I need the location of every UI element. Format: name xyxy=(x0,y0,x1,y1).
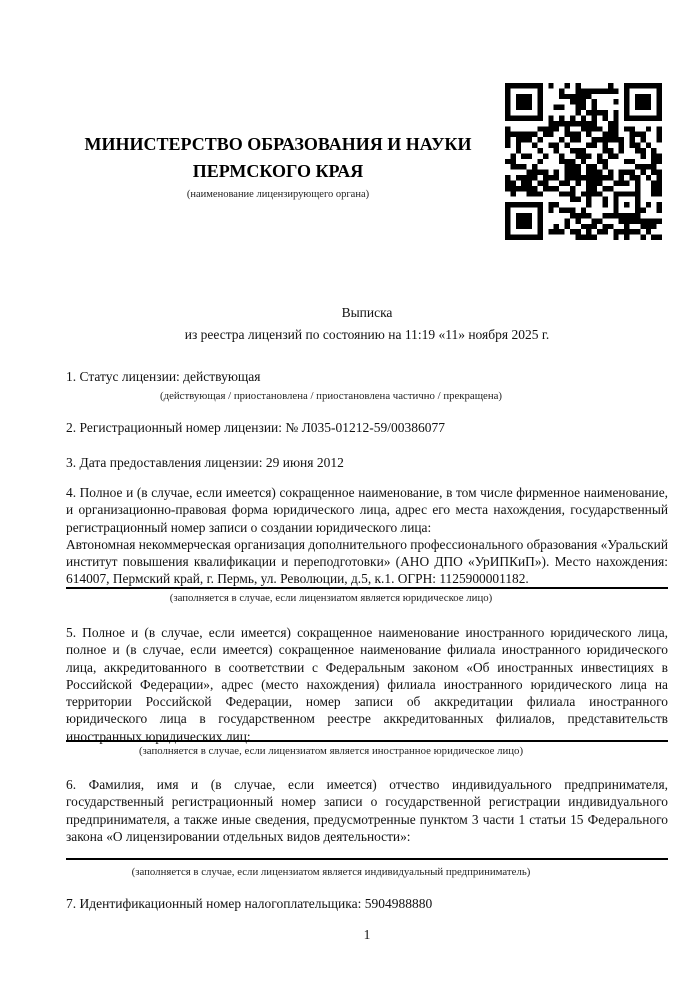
ministry-caption: (наименование лицензирующего органа) xyxy=(186,189,370,200)
item-4-legal-entity xyxy=(66,484,668,588)
item-1-caption: (действующая / приостановлена / приостановлена частично / прекращена) xyxy=(160,390,502,402)
item-5-caption: (заполняется в случае, если лицензиатом является иностранное юридическое лицо) xyxy=(138,745,524,757)
ministry-name-line1: МИНИСТЕРСТВО ОБРАЗОВАНИЯ И НАУКИ xyxy=(84,134,472,154)
ministry-name-line2: ПЕРМСКОГО КРАЯ xyxy=(192,161,364,181)
item-3-license-date: 3. Дата предоставления лицензии: 29 июня 2012 xyxy=(66,455,344,470)
item-6-individual-entrepreneur: 6. Фамилия, имя и (в случае, если имеется) отчество индивидуального предпринимателя, государственный регистрационный номер записи о государственной регистрации индивидуального предпринимателя, а также иные сведения, предусмотренные пунктом 3 части 1 статьи 15 Федерального закона «О лицензировании отдельных видов деятельности»: xyxy=(66,777,668,844)
qr-code xyxy=(505,83,662,240)
item-4-caption: (заполняется в случае, если лицензиатом является юридическое лицо) xyxy=(169,592,493,604)
item-4-label: 4. Полное и (в случае, если имеется) сокращенное наименование, в том числе фирменное наименование, и организационно-правовая форма юридического лица, адрес его места нахождения, государственный регистрационный номер записи о создании юридического лица: xyxy=(66,485,668,535)
item-2-registration-number: 2. Регистрационный номер лицензии: № Л035-01212-59/00386077 xyxy=(66,420,446,435)
item-7-taxpayer-number: 7. Идентификационный номер налогоплательщика: 5904988880 xyxy=(66,896,433,911)
fill-in-line-legal-entity xyxy=(66,587,668,589)
page-number: 1 xyxy=(363,927,371,942)
item-6-caption: (заполняется в случае, если лицензиатом является индивидуальный предприниматель) xyxy=(131,866,531,878)
item-5-foreign-entity: 5. Полное и (в случае, если имеется) сокращенное наименование иностранного юридического лица, полное и (в случае, если имеется) сокращенное наименование филиала иностранного юридического лица, аккредитованного в соответствии с Федеральным законом «Об иностранных инвестициях в Российской Федерации», адрес (место нахождения) филиала иностранного юридического лица на территории Российской Федерации, номер записи об аккредитации филиала иностранного юридического лица в государственном реестре аккредитованных филиалов, представительств иностранных юридических лиц: xyxy=(66,625,668,744)
document-subtitle: из реестра лицензий по состоянию на 11:19 «11» ноября 2025 г. xyxy=(184,327,550,342)
document-title: Выписка xyxy=(341,305,393,320)
document-title-block xyxy=(66,302,668,346)
qr-code-image xyxy=(505,83,662,240)
ministry-header xyxy=(66,131,490,201)
fill-in-line-foreign-entity xyxy=(66,740,668,742)
item-1-license-status: 1. Статус лицензии: действующая xyxy=(66,369,261,384)
fill-in-line-individual-entrepreneur xyxy=(66,858,668,860)
item-4-value: Автономная некоммерческая организация дополнительного профессионального образования «Уральский институт повышения квалификации и переподготовки» (АНО ДПО «УрИПКиП»). Место нахождения: 614007, Пермский край, г. Пермь, ул. Революции, д.5, к.1. ОГРН: 1125900001182. xyxy=(66,536,668,587)
